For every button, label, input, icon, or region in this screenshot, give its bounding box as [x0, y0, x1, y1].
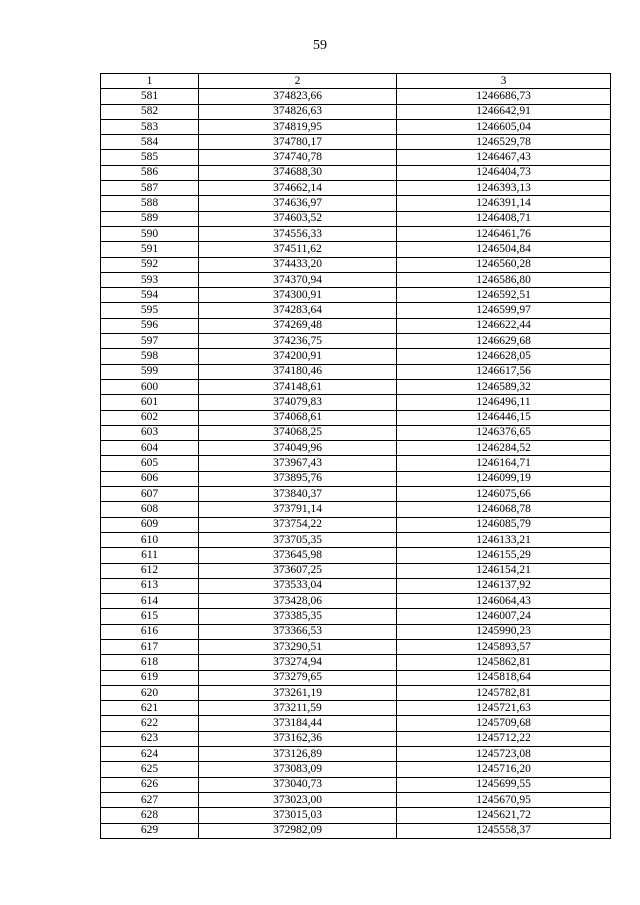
table-row [101, 685, 611, 700]
y-coordinate-cell: 1245721,63 [397, 701, 611, 716]
x-coordinate-cell: 374079,83 [199, 395, 397, 410]
table-row [101, 532, 611, 547]
x-coordinate-cell: 373967,43 [199, 456, 397, 471]
x-coordinate-cell: 374180,46 [199, 364, 397, 379]
y-coordinate-cell: 1246586,80 [397, 272, 611, 287]
y-coordinate-cell: 1246467,43 [397, 150, 611, 165]
point-number-cell: 611 [101, 548, 199, 563]
y-coordinate-cell: 1246529,78 [397, 135, 611, 150]
x-coordinate-cell: 373015,03 [199, 808, 397, 823]
x-coordinate-cell: 374636,97 [199, 196, 397, 211]
point-number-cell: 613 [101, 578, 199, 593]
point-number-cell: 605 [101, 456, 199, 471]
y-coordinate-cell: 1246064,43 [397, 594, 611, 609]
table-row [101, 670, 611, 685]
x-coordinate-cell: 373211,59 [199, 701, 397, 716]
table-row [101, 517, 611, 532]
x-coordinate-cell: 373840,37 [199, 487, 397, 502]
y-coordinate-cell: 1246007,24 [397, 609, 611, 624]
point-number-cell: 592 [101, 257, 199, 272]
y-coordinate-cell: 1246137,92 [397, 578, 611, 593]
table-row [101, 257, 611, 272]
point-number-cell: 582 [101, 104, 199, 119]
y-coordinate-cell: 1245716,20 [397, 762, 611, 777]
table-row [101, 808, 611, 823]
y-coordinate-cell: 1246446,15 [397, 410, 611, 425]
table-body [101, 89, 611, 839]
x-coordinate-cell: 373645,98 [199, 548, 397, 563]
y-coordinate-cell: 1246686,73 [397, 89, 611, 104]
point-number-cell: 616 [101, 624, 199, 639]
x-coordinate-cell: 373428,06 [199, 594, 397, 609]
point-number-cell: 621 [101, 701, 199, 716]
point-number-cell: 620 [101, 685, 199, 700]
y-coordinate-cell: 1245723,08 [397, 747, 611, 762]
x-coordinate-cell: 373533,04 [199, 578, 397, 593]
table-row [101, 349, 611, 364]
table-row [101, 272, 611, 287]
x-coordinate-cell: 374068,25 [199, 425, 397, 440]
y-coordinate-cell: 1246589,32 [397, 379, 611, 394]
table-row [101, 226, 611, 241]
point-number-cell: 629 [101, 823, 199, 838]
y-coordinate-cell: 1246068,78 [397, 502, 611, 517]
x-coordinate-cell: 374740,78 [199, 150, 397, 165]
table-row [101, 165, 611, 180]
y-coordinate-cell: 1246391,14 [397, 196, 611, 211]
point-number-cell: 593 [101, 272, 199, 287]
table-row [101, 379, 611, 394]
x-coordinate-cell: 374148,61 [199, 379, 397, 394]
point-number-cell: 615 [101, 609, 199, 624]
y-coordinate-cell: 1245558,37 [397, 823, 611, 838]
x-coordinate-cell: 374823,66 [199, 89, 397, 104]
x-coordinate-cell: 373366,53 [199, 624, 397, 639]
x-coordinate-cell: 374603,52 [199, 211, 397, 226]
table-row [101, 792, 611, 807]
x-coordinate-cell: 374662,14 [199, 181, 397, 196]
y-coordinate-cell: 1246599,97 [397, 303, 611, 318]
point-number-cell: 585 [101, 150, 199, 165]
y-coordinate-cell: 1246622,44 [397, 318, 611, 333]
x-coordinate-cell: 374068,61 [199, 410, 397, 425]
y-coordinate-cell: 1246133,21 [397, 532, 611, 547]
y-coordinate-cell: 1246376,65 [397, 425, 611, 440]
table-row [101, 777, 611, 792]
y-coordinate-cell: 1246560,28 [397, 257, 611, 272]
y-coordinate-cell: 1246629,68 [397, 334, 611, 349]
point-number-cell: 617 [101, 639, 199, 654]
table-row [101, 89, 611, 104]
x-coordinate-cell: 373126,89 [199, 747, 397, 762]
y-coordinate-cell: 1246284,52 [397, 441, 611, 456]
y-coordinate-cell: 1246393,13 [397, 181, 611, 196]
x-coordinate-cell: 373754,22 [199, 517, 397, 532]
table-row [101, 395, 611, 410]
point-number-cell: 594 [101, 288, 199, 303]
point-number-cell: 623 [101, 731, 199, 746]
table-row [101, 594, 611, 609]
point-number-cell: 601 [101, 395, 199, 410]
x-coordinate-cell: 373184,44 [199, 716, 397, 731]
table-row [101, 181, 611, 196]
point-number-cell: 588 [101, 196, 199, 211]
y-coordinate-cell: 1245621,72 [397, 808, 611, 823]
y-coordinate-cell: 1246408,71 [397, 211, 611, 226]
y-coordinate-cell: 1246154,21 [397, 563, 611, 578]
point-number-cell: 626 [101, 777, 199, 792]
point-number-cell: 591 [101, 242, 199, 257]
point-number-cell: 603 [101, 425, 199, 440]
x-coordinate-cell: 374283,64 [199, 303, 397, 318]
x-coordinate-cell: 374433,20 [199, 257, 397, 272]
x-coordinate-cell: 373607,25 [199, 563, 397, 578]
table-row [101, 456, 611, 471]
table-row [101, 318, 611, 333]
point-number-cell: 595 [101, 303, 199, 318]
x-coordinate-cell: 374200,91 [199, 349, 397, 364]
y-coordinate-cell: 1246155,29 [397, 548, 611, 563]
point-number-cell: 581 [101, 89, 199, 104]
point-number-cell: 618 [101, 655, 199, 670]
y-coordinate-cell: 1245893,57 [397, 639, 611, 654]
table-row [101, 104, 611, 119]
point-number-cell: 608 [101, 502, 199, 517]
point-number-cell: 598 [101, 349, 199, 364]
point-number-cell: 628 [101, 808, 199, 823]
point-number-cell: 622 [101, 716, 199, 731]
x-coordinate-cell: 373083,09 [199, 762, 397, 777]
table-row [101, 655, 611, 670]
point-number-cell: 600 [101, 379, 199, 394]
table-row [101, 731, 611, 746]
table-row [101, 716, 611, 731]
point-number-cell: 624 [101, 747, 199, 762]
table-row [101, 578, 611, 593]
table-row [101, 441, 611, 456]
x-coordinate-cell: 374300,91 [199, 288, 397, 303]
page-number: 59 [313, 38, 327, 53]
column-header-3: 3 [397, 74, 611, 89]
point-number-cell: 627 [101, 792, 199, 807]
y-coordinate-cell: 1246404,73 [397, 165, 611, 180]
point-number-cell: 597 [101, 334, 199, 349]
table-header [101, 74, 611, 89]
point-number-cell: 604 [101, 441, 199, 456]
y-coordinate-cell: 1246592,51 [397, 288, 611, 303]
header-row [101, 74, 611, 89]
point-number-cell: 590 [101, 226, 199, 241]
y-coordinate-cell: 1246496,11 [397, 395, 611, 410]
point-number-cell: 606 [101, 471, 199, 486]
table-row [101, 487, 611, 502]
table-row [101, 211, 611, 226]
x-coordinate-cell: 373895,76 [199, 471, 397, 486]
x-coordinate-cell: 374511,62 [199, 242, 397, 257]
point-number-cell: 619 [101, 670, 199, 685]
y-coordinate-cell: 1245782,81 [397, 685, 611, 700]
y-coordinate-cell: 1245712,22 [397, 731, 611, 746]
table-row [101, 135, 611, 150]
table-row [101, 762, 611, 777]
table-row [101, 303, 611, 318]
point-number-cell: 625 [101, 762, 199, 777]
column-header-2: 2 [199, 74, 397, 89]
y-coordinate-cell: 1246628,05 [397, 349, 611, 364]
point-number-cell: 584 [101, 135, 199, 150]
point-number-cell: 607 [101, 487, 199, 502]
y-coordinate-cell: 1245862,81 [397, 655, 611, 670]
table-row [101, 150, 611, 165]
x-coordinate-cell: 373261,19 [199, 685, 397, 700]
table-row [101, 609, 611, 624]
x-coordinate-cell: 374049,96 [199, 441, 397, 456]
point-number-cell: 610 [101, 532, 199, 547]
x-coordinate-cell: 372982,09 [199, 823, 397, 838]
table-row [101, 502, 611, 517]
table-row [101, 425, 611, 440]
y-coordinate-cell: 1246617,56 [397, 364, 611, 379]
y-coordinate-cell: 1246085,79 [397, 517, 611, 532]
table-row [101, 119, 611, 134]
y-coordinate-cell: 1246075,66 [397, 487, 611, 502]
point-number-cell: 586 [101, 165, 199, 180]
point-number-cell: 596 [101, 318, 199, 333]
table-row [101, 364, 611, 379]
x-coordinate-cell: 373791,14 [199, 502, 397, 517]
x-coordinate-cell: 374370,94 [199, 272, 397, 287]
point-number-cell: 599 [101, 364, 199, 379]
x-coordinate-cell: 373040,73 [199, 777, 397, 792]
table-row [101, 701, 611, 716]
y-coordinate-cell: 1246164,71 [397, 456, 611, 471]
y-coordinate-cell: 1245670,95 [397, 792, 611, 807]
x-coordinate-cell: 373385,35 [199, 609, 397, 624]
table-row [101, 410, 611, 425]
y-coordinate-cell: 1245818,64 [397, 670, 611, 685]
y-coordinate-cell: 1246099,19 [397, 471, 611, 486]
x-coordinate-cell: 373023,00 [199, 792, 397, 807]
table-row [101, 747, 611, 762]
y-coordinate-cell: 1245699,55 [397, 777, 611, 792]
point-number-cell: 602 [101, 410, 199, 425]
point-number-cell: 589 [101, 211, 199, 226]
x-coordinate-cell: 374780,17 [199, 135, 397, 150]
point-number-cell: 587 [101, 181, 199, 196]
table-row [101, 334, 611, 349]
x-coordinate-cell: 374269,48 [199, 318, 397, 333]
table-row [101, 563, 611, 578]
point-number-cell: 614 [101, 594, 199, 609]
point-number-cell: 612 [101, 563, 199, 578]
x-coordinate-cell: 374819,95 [199, 119, 397, 134]
table-row [101, 288, 611, 303]
point-number-cell: 583 [101, 119, 199, 134]
table-row [101, 548, 611, 563]
y-coordinate-cell: 1246605,04 [397, 119, 611, 134]
x-coordinate-cell: 373279,65 [199, 670, 397, 685]
y-coordinate-cell: 1246461,76 [397, 226, 611, 241]
x-coordinate-cell: 374236,75 [199, 334, 397, 349]
x-coordinate-cell: 373290,51 [199, 639, 397, 654]
point-number-cell: 609 [101, 517, 199, 532]
x-coordinate-cell: 374688,30 [199, 165, 397, 180]
table-row [101, 471, 611, 486]
table-row [101, 823, 611, 838]
coordinates-table [100, 73, 611, 839]
table-row [101, 242, 611, 257]
x-coordinate-cell: 374556,33 [199, 226, 397, 241]
x-coordinate-cell: 373274,94 [199, 655, 397, 670]
table-row [101, 639, 611, 654]
column-header-1: 1 [101, 74, 199, 89]
y-coordinate-cell: 1245709,68 [397, 716, 611, 731]
x-coordinate-cell: 373705,35 [199, 532, 397, 547]
table-row [101, 196, 611, 211]
x-coordinate-cell: 374826,63 [199, 104, 397, 119]
y-coordinate-cell: 1246504,84 [397, 242, 611, 257]
x-coordinate-cell: 373162,36 [199, 731, 397, 746]
y-coordinate-cell: 1245990,23 [397, 624, 611, 639]
table-row [101, 624, 611, 639]
y-coordinate-cell: 1246642,91 [397, 104, 611, 119]
